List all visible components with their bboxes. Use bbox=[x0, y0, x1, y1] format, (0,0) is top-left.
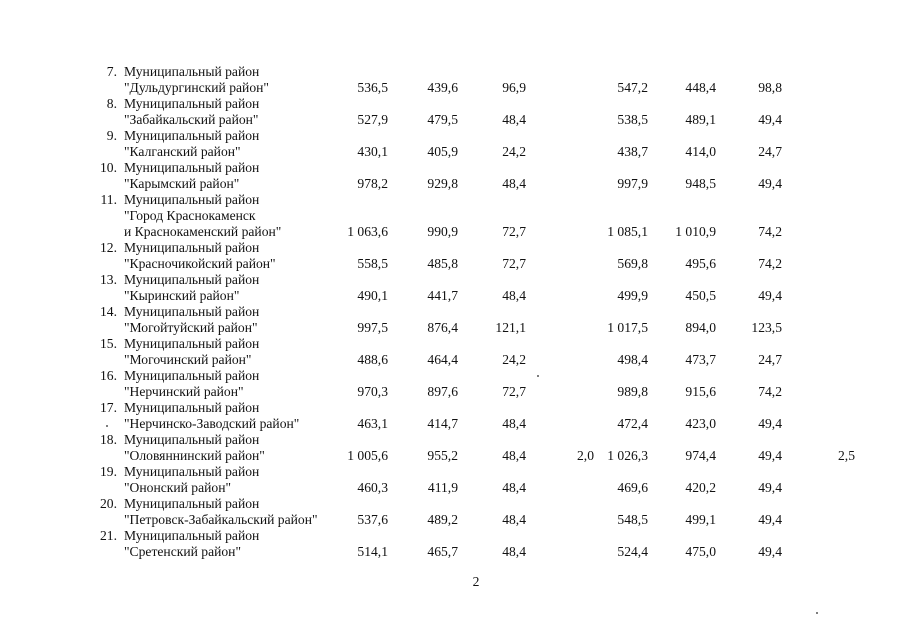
row-number: 17. bbox=[100, 400, 117, 415]
value-col-2: 414,7 bbox=[427, 416, 458, 431]
value-col-8 bbox=[810, 224, 855, 240]
value-col-1: 970,3 bbox=[357, 384, 388, 399]
value-col-5: 1 017,5 bbox=[607, 320, 648, 335]
value-col-6: 974,4 bbox=[685, 448, 716, 463]
value-col-8 bbox=[810, 320, 855, 336]
table-row bbox=[0, 64, 905, 96]
value-col-3: 48,4 bbox=[502, 448, 526, 463]
district-name: "Петровск-Забайкальский район" bbox=[124, 512, 318, 527]
value-col-5: 469,6 bbox=[617, 480, 648, 495]
value-col-1: 558,5 bbox=[357, 256, 388, 271]
district-name: "Калганский район" bbox=[124, 144, 241, 159]
value-col-3: 48,4 bbox=[502, 480, 526, 495]
value-col-8 bbox=[810, 144, 855, 160]
value-col-7: 49,4 bbox=[758, 288, 782, 303]
value-col-7: 98,8 bbox=[758, 80, 782, 95]
value-col-6: 499,1 bbox=[685, 512, 716, 527]
table-row bbox=[0, 528, 905, 560]
district-name: "Город Краснокаменск bbox=[124, 208, 256, 223]
value-col-6: 473,7 bbox=[685, 352, 716, 367]
value-col-6: 450,5 bbox=[685, 288, 716, 303]
value-col-4 bbox=[550, 256, 594, 272]
value-col-1: 430,1 bbox=[357, 144, 388, 159]
value-col-2: 955,2 bbox=[427, 448, 458, 463]
value-col-2: 411,9 bbox=[427, 480, 458, 495]
value-col-5: 569,8 bbox=[617, 256, 648, 271]
scan-speck bbox=[106, 425, 108, 427]
value-col-8 bbox=[810, 512, 855, 528]
value-col-1: 514,1 bbox=[357, 544, 388, 559]
value-col-4 bbox=[550, 544, 594, 560]
district-name: "Кыринский район" bbox=[124, 288, 240, 303]
value-col-4 bbox=[550, 80, 594, 96]
district-type: Муниципальный район bbox=[124, 160, 260, 175]
value-col-5: 989,8 bbox=[617, 384, 648, 399]
district-name: "Красночикойский район" bbox=[124, 256, 276, 271]
value-col-8 bbox=[810, 352, 855, 368]
scan-speck bbox=[537, 375, 539, 377]
value-col-3: 48,4 bbox=[502, 288, 526, 303]
value-col-2: 441,7 bbox=[427, 288, 458, 303]
value-col-3: 48,4 bbox=[502, 416, 526, 431]
value-col-1: 1 063,6 bbox=[347, 224, 388, 239]
district-type: Муниципальный район bbox=[124, 432, 260, 447]
value-col-6: 414,0 bbox=[685, 144, 716, 159]
value-col-4 bbox=[550, 288, 594, 304]
district-type: Муниципальный район bbox=[124, 400, 260, 415]
district-name: "Могойтуйский район" bbox=[124, 320, 258, 335]
district-type: Муниципальный район bbox=[124, 496, 260, 511]
row-number: 18. bbox=[100, 432, 117, 447]
value-col-7: 49,4 bbox=[758, 176, 782, 191]
district-type: Муниципальный район bbox=[124, 240, 260, 255]
district-name: "Нерчинский район" bbox=[124, 384, 244, 399]
value-col-5: 524,4 bbox=[617, 544, 648, 559]
table-row bbox=[0, 304, 905, 336]
value-col-6: 448,4 bbox=[685, 80, 716, 95]
value-col-1: 1 005,6 bbox=[347, 448, 388, 463]
district-type: Муниципальный район bbox=[124, 304, 260, 319]
value-col-5: 538,5 bbox=[617, 112, 648, 127]
value-col-5: 1 085,1 bbox=[607, 224, 648, 239]
value-col-7: 49,4 bbox=[758, 512, 782, 527]
value-col-5: 438,7 bbox=[617, 144, 648, 159]
row-number: 19. bbox=[100, 464, 117, 479]
value-col-3: 24,2 bbox=[502, 352, 526, 367]
row-number: 7. bbox=[106, 64, 117, 79]
value-col-3: 48,4 bbox=[502, 512, 526, 527]
value-col-4 bbox=[550, 176, 594, 192]
value-col-6: 475,0 bbox=[685, 544, 716, 559]
value-col-4 bbox=[550, 416, 594, 432]
value-col-5: 997,9 bbox=[617, 176, 648, 191]
value-col-8 bbox=[810, 544, 855, 560]
row-number: 8. bbox=[106, 96, 117, 111]
value-col-7: 49,4 bbox=[758, 416, 782, 431]
value-col-8 bbox=[810, 480, 855, 496]
value-col-7: 74,2 bbox=[758, 224, 782, 239]
value-col-6: 423,0 bbox=[685, 416, 716, 431]
value-col-3: 72,7 bbox=[502, 384, 526, 399]
value-col-2: 990,9 bbox=[427, 224, 458, 239]
value-col-8 bbox=[810, 288, 855, 304]
value-col-2: 479,5 bbox=[427, 112, 458, 127]
value-col-1: 463,1 bbox=[357, 416, 388, 431]
district-name: "Могочинский район" bbox=[124, 352, 252, 367]
district-name: "Оловяннинский район" bbox=[124, 448, 265, 463]
value-col-1: 527,9 bbox=[357, 112, 388, 127]
value-col-4 bbox=[550, 144, 594, 160]
district-type: Муниципальный район bbox=[124, 368, 260, 383]
district-type: Муниципальный район bbox=[124, 272, 260, 287]
value-col-5: 547,2 bbox=[617, 80, 648, 95]
table-row bbox=[0, 272, 905, 304]
value-col-3: 48,4 bbox=[502, 544, 526, 559]
value-col-7: 74,2 bbox=[758, 256, 782, 271]
table-row bbox=[0, 464, 905, 496]
table-row bbox=[0, 432, 905, 464]
value-col-3: 48,4 bbox=[502, 112, 526, 127]
row-number: 14. bbox=[100, 304, 117, 319]
value-col-4 bbox=[550, 384, 594, 400]
district-name: "Дульдургинский район" bbox=[124, 80, 269, 95]
value-col-2: 489,2 bbox=[427, 512, 458, 527]
value-col-5: 548,5 bbox=[617, 512, 648, 527]
value-col-1: 488,6 bbox=[357, 352, 388, 367]
table-row bbox=[0, 496, 905, 528]
value-col-7: 49,4 bbox=[758, 544, 782, 559]
value-col-6: 495,6 bbox=[685, 256, 716, 271]
value-col-3: 96,9 bbox=[502, 80, 526, 95]
value-col-2: 405,9 bbox=[427, 144, 458, 159]
district-name: и Краснокаменский район" bbox=[124, 224, 282, 239]
value-col-4 bbox=[550, 352, 594, 368]
value-col-6: 1 010,9 bbox=[675, 224, 716, 239]
scan-speck bbox=[816, 612, 818, 614]
district-name: "Сретенский район" bbox=[124, 544, 242, 559]
value-col-4 bbox=[550, 112, 594, 128]
table-row bbox=[0, 400, 905, 432]
row-number: 13. bbox=[100, 272, 117, 287]
district-name: "Ононский район" bbox=[124, 480, 232, 495]
value-col-8 bbox=[810, 112, 855, 128]
value-col-4 bbox=[550, 320, 594, 336]
row-number: 15. bbox=[100, 336, 117, 351]
table-row bbox=[0, 368, 905, 400]
value-col-3: 48,4 bbox=[502, 176, 526, 191]
value-col-2: 439,6 bbox=[427, 80, 458, 95]
value-col-6: 948,5 bbox=[685, 176, 716, 191]
district-name: "Нерчинско-Заводский район" bbox=[124, 416, 300, 431]
table-row bbox=[0, 96, 905, 128]
value-col-1: 536,5 bbox=[357, 80, 388, 95]
value-col-2: 485,8 bbox=[427, 256, 458, 271]
value-col-4 bbox=[550, 480, 594, 496]
row-number: 20. bbox=[100, 496, 117, 511]
table-row bbox=[0, 128, 905, 160]
table-row bbox=[0, 240, 905, 272]
district-type: Муниципальный район bbox=[124, 128, 260, 143]
district-type: Муниципальный район bbox=[124, 64, 260, 79]
value-col-8 bbox=[810, 416, 855, 432]
value-col-6: 420,2 bbox=[685, 480, 716, 495]
value-col-7: 49,4 bbox=[758, 112, 782, 127]
value-col-4: 2,0 bbox=[577, 448, 594, 463]
district-type: Муниципальный район bbox=[124, 96, 260, 111]
district-name: "Забайкальский район" bbox=[124, 112, 259, 127]
row-number: 21. bbox=[100, 528, 117, 543]
value-col-4 bbox=[550, 224, 594, 240]
value-col-6: 915,6 bbox=[685, 384, 716, 399]
value-col-2: 464,4 bbox=[427, 352, 458, 367]
district-type: Муниципальный район bbox=[124, 464, 260, 479]
value-col-1: 460,3 bbox=[357, 480, 388, 495]
value-col-7: 74,2 bbox=[758, 384, 782, 399]
value-col-2: 929,8 bbox=[427, 176, 458, 191]
value-col-6: 894,0 bbox=[685, 320, 716, 335]
value-col-5: 472,4 bbox=[617, 416, 648, 431]
value-col-8 bbox=[810, 384, 855, 400]
value-col-7: 24,7 bbox=[758, 144, 782, 159]
district-name: "Карымский район" bbox=[124, 176, 240, 191]
value-col-6: 489,1 bbox=[685, 112, 716, 127]
value-col-8: 2,5 bbox=[838, 448, 855, 463]
value-col-1: 490,1 bbox=[357, 288, 388, 303]
value-col-8 bbox=[810, 256, 855, 272]
value-col-7: 123,5 bbox=[751, 320, 782, 335]
value-col-1: 537,6 bbox=[357, 512, 388, 527]
value-col-8 bbox=[810, 80, 855, 96]
table-row bbox=[0, 336, 905, 368]
value-col-5: 499,9 bbox=[617, 288, 648, 303]
value-col-2: 876,4 bbox=[427, 320, 458, 335]
value-col-7: 49,4 bbox=[758, 480, 782, 495]
district-type: Муниципальный район bbox=[124, 528, 260, 543]
value-col-7: 24,7 bbox=[758, 352, 782, 367]
value-col-2: 465,7 bbox=[427, 544, 458, 559]
row-number: 9. bbox=[106, 128, 117, 143]
row-number: 10. bbox=[100, 160, 117, 175]
row-number: 11. bbox=[100, 192, 117, 207]
page-number: 2 bbox=[472, 574, 480, 589]
value-col-1: 997,5 bbox=[357, 320, 388, 335]
value-col-3: 24,2 bbox=[502, 144, 526, 159]
value-col-3: 72,7 bbox=[502, 256, 526, 271]
value-col-3: 72,7 bbox=[502, 224, 526, 239]
district-type: Муниципальный район bbox=[124, 192, 260, 207]
district-type: Муниципальный район bbox=[124, 336, 260, 351]
row-number: 16. bbox=[100, 368, 117, 383]
value-col-8 bbox=[810, 176, 855, 192]
value-col-4 bbox=[550, 512, 594, 528]
row-number: 12. bbox=[100, 240, 117, 255]
value-col-7: 49,4 bbox=[758, 448, 782, 463]
value-col-1: 978,2 bbox=[357, 176, 388, 191]
value-col-5: 1 026,3 bbox=[607, 448, 648, 463]
value-col-3: 121,1 bbox=[495, 320, 526, 335]
table-row bbox=[0, 160, 905, 192]
value-col-2: 897,6 bbox=[427, 384, 458, 399]
table-row bbox=[0, 192, 905, 240]
value-col-5: 498,4 bbox=[617, 352, 648, 367]
